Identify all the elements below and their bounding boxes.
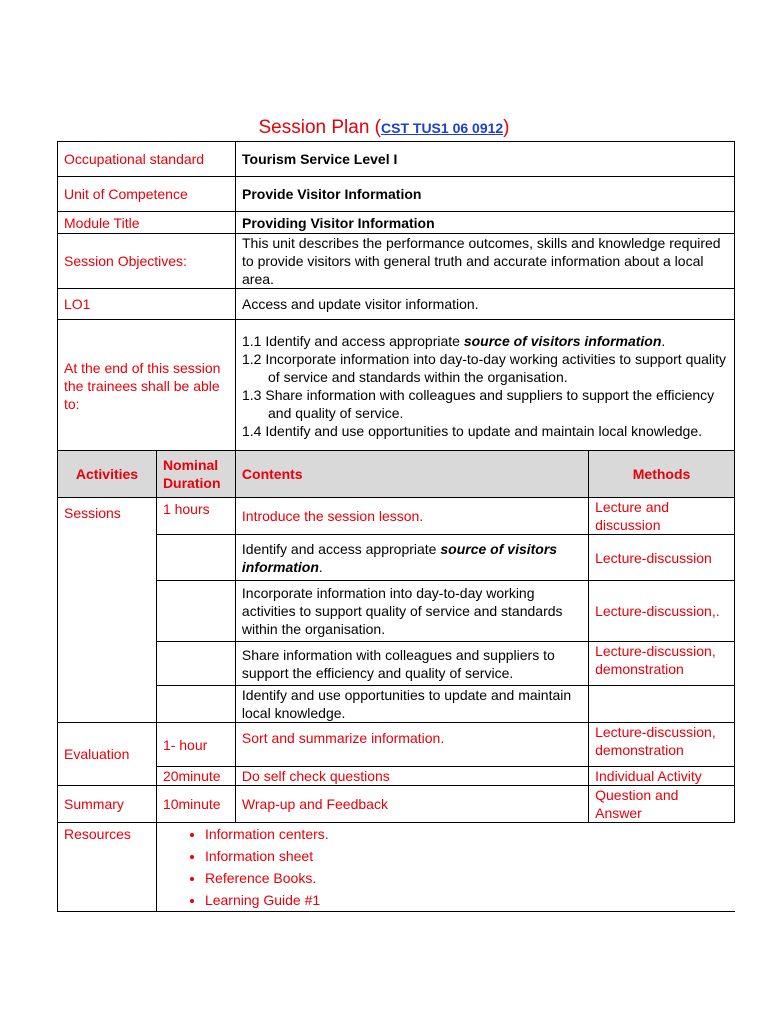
table-row (58, 581, 735, 642)
session-info-table (57, 141, 735, 452)
evaluation-method: Individual Activity (589, 767, 735, 786)
sessions-duration: 1 hours (156, 498, 235, 535)
unit-of-competence-label: Unit of Competence (58, 177, 236, 212)
list-item: • Learning Guide #1 (205, 889, 729, 911)
objective-item: 1.2 Incorporate information into day-to-day working activities to support quality of service and standards within the organisation. (242, 350, 727, 385)
table-row (58, 723, 735, 767)
table-row (58, 535, 735, 581)
session-content: Introduce the session lesson. (235, 498, 588, 535)
table-row (58, 642, 735, 686)
session-content: Share information with colleagues and suppliers to support the efficiency and quality of service. (235, 642, 588, 686)
objectives-list-cell (236, 320, 735, 452)
objectives-list (242, 332, 728, 440)
objectives-label: At the end of this session the trainees shall be able to: (58, 320, 236, 452)
summary-activity: Summary (58, 786, 157, 823)
objective-item: 1.4 Identify and use opportunities to update and maintain local knowledge. (242, 422, 702, 439)
list-item: • Information centers. (205, 823, 729, 845)
resources-list (163, 823, 729, 911)
session-objectives-value: This unit describes the performance outcomes, skills and knowledge required to provide visitors with general truth and accurate information about a local area. (236, 234, 735, 289)
table-row (58, 320, 735, 452)
table-row (58, 686, 735, 723)
sessions-activity: Sessions (58, 498, 157, 723)
session-content: Incorporate information into day-to-day working activities to support quality of service and standards within the organisation. (235, 581, 588, 642)
lo1-value: Access and update visitor information. (236, 289, 735, 320)
objective-item: 1.3 Share information with colleagues and suppliers to support the efficiency and quality of service. (242, 386, 715, 421)
activities-header: Activities (58, 451, 157, 498)
table-row (58, 177, 735, 212)
summary-method: Question and Answer (589, 786, 735, 823)
objective-item: 1.1 Identify and access appropriate source of visitors information. (242, 332, 666, 349)
evaluation-duration: 20minute (156, 767, 235, 786)
session-method: Lecture-discussion (589, 535, 735, 581)
table-row (58, 823, 735, 912)
session-content: Identify and access appropriate source of visitors information. (235, 535, 588, 581)
table-row (58, 212, 735, 234)
contents-header: Contents (235, 451, 588, 498)
title-close: ) (503, 117, 510, 138)
evaluation-method: Lecture-discussion, demonstration (589, 723, 735, 767)
session-method: Lecture and discussion (589, 498, 735, 535)
unit-of-competence-value: Provide Visitor Information (236, 177, 735, 212)
session-code-link[interactable]: CST TUS1 06 0912 (381, 120, 504, 136)
table-row (58, 142, 735, 177)
summary-duration: 10minute (156, 786, 235, 823)
evaluation-content: Do self check questions (235, 767, 588, 786)
activities-table (57, 450, 735, 912)
page-title (0, 117, 768, 139)
evaluation-activity: Evaluation (58, 723, 157, 786)
session-method (589, 686, 735, 723)
occupational-standard-label: Occupational standard (58, 142, 236, 177)
table-row (58, 498, 735, 535)
lo1-label: LO1 (58, 289, 236, 320)
evaluation-content: Sort and summarize information. (235, 723, 588, 767)
duration-header: Nominal Duration (156, 451, 235, 498)
session-content: Identify and use opportunities to update and maintain local knowledge. (235, 686, 588, 723)
table-row (58, 234, 735, 289)
occupational-standard-value: Tourism Service Level I (236, 142, 735, 177)
list-item: • Information sheet (205, 845, 729, 867)
title-text: Session Plan ( (258, 117, 381, 138)
table-row (58, 289, 735, 320)
list-item: • Reference Books. (205, 867, 729, 889)
evaluation-duration: 1- hour (156, 723, 235, 767)
summary-content: Wrap-up and Feedback (235, 786, 588, 823)
session-objectives-label: Session Objectives: (58, 234, 236, 289)
module-title-value: Providing Visitor Information (236, 212, 735, 234)
module-title-label: Module Title (58, 212, 236, 234)
table-row (58, 786, 735, 823)
methods-header: Methods (589, 451, 735, 498)
resources-label: Resources (58, 823, 157, 912)
table-header-row (58, 451, 735, 498)
table-row (58, 767, 735, 786)
resources-cell (156, 823, 734, 912)
session-method: Lecture-discussion, demonstration (589, 642, 735, 686)
session-method: Lecture-discussion,. (589, 581, 735, 642)
